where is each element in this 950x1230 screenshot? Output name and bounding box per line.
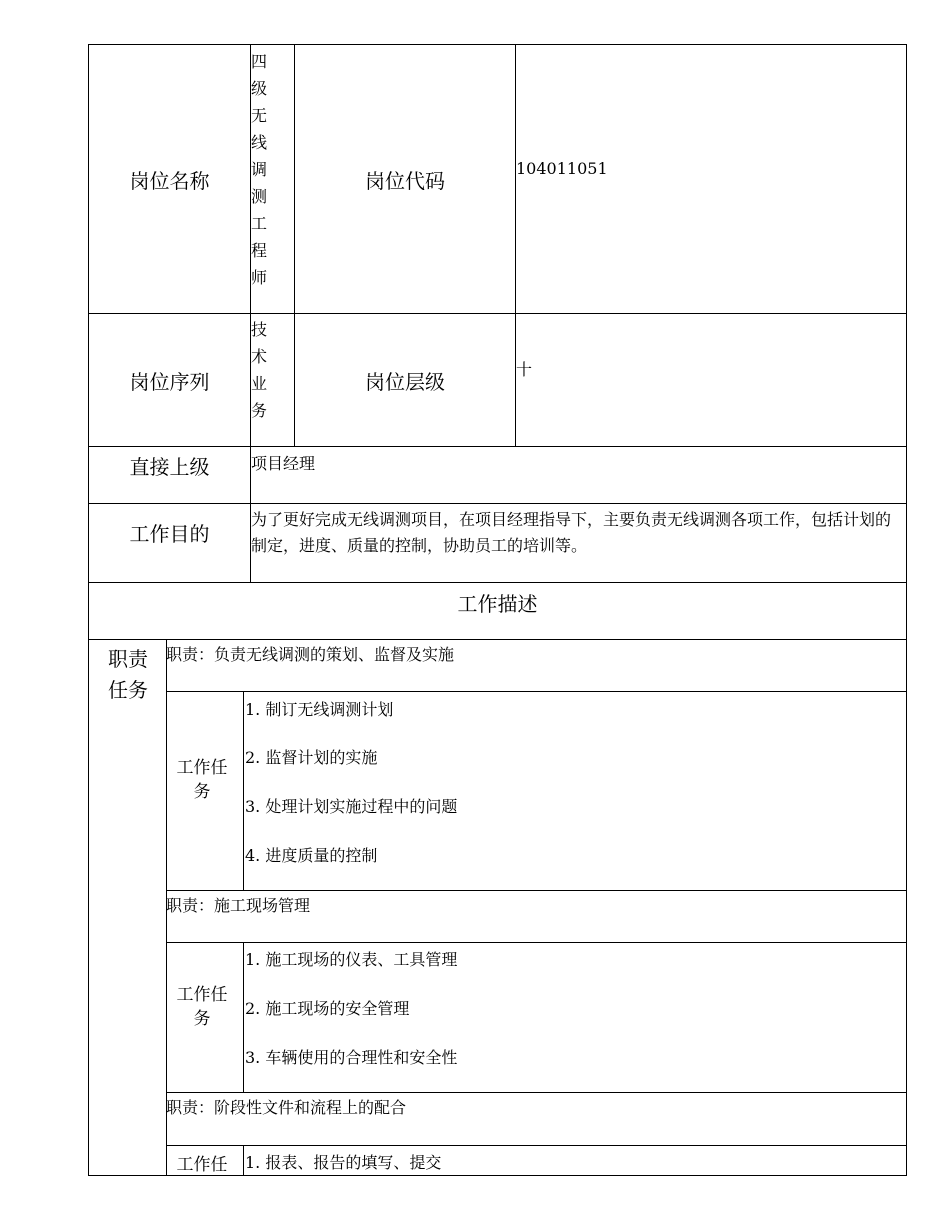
col-divider — [243, 942, 244, 1093]
border-right — [906, 44, 907, 1176]
task-2-2: 2. 施工现场的安全管理 — [245, 999, 410, 1018]
section-label: 职责任务 — [108, 647, 148, 702]
row-divider — [166, 1092, 907, 1093]
task-label-3: 工作任 — [176, 1155, 228, 1175]
duty-2: 职责：施工现场管理 — [166, 896, 311, 915]
col-divider — [243, 1145, 244, 1176]
post-level-label: 岗位层级 — [365, 369, 445, 394]
task-1-1: 1. 制订无线调测计划 — [245, 700, 394, 719]
border-bottom — [88, 1175, 907, 1176]
duty-3: 职责：阶段性文件和流程上的配合 — [166, 1098, 407, 1117]
task-3-1: 1. 报表、报告的填写、提交 — [245, 1153, 442, 1172]
purpose-value: 为了更好完成无线调测项目，在项目经理指导下，主要负责无线调测各项工作，包括计划的制定，进度、质量的控制，协助员工的培训等。 — [251, 510, 892, 555]
description-title: 工作描述 — [457, 591, 538, 616]
task-1-4: 4. 进度质量的控制 — [245, 846, 378, 865]
row-divider — [166, 1145, 907, 1146]
row-divider — [166, 691, 907, 692]
task-2-3: 3. 车辆使用的合理性和安全性 — [245, 1048, 458, 1067]
task-2-1: 1. 施工现场的仪表、工具管理 — [245, 950, 458, 969]
task-label-2: 工作任务 — [176, 985, 228, 1029]
post-name-value: 四级无线调测工程师 — [251, 52, 268, 287]
duty-1: 职责：负责无线调测的策划、监督及实施 — [166, 645, 455, 664]
row-divider — [166, 890, 907, 891]
task-label-1: 工作任务 — [176, 758, 228, 802]
col-divider — [515, 44, 516, 447]
supervisor-label: 直接上级 — [129, 454, 210, 479]
purpose-label: 工作目的 — [129, 521, 210, 546]
post-name-label: 岗位名称 — [129, 168, 210, 193]
post-code-label: 岗位代码 — [365, 168, 445, 193]
post-series-label: 岗位序列 — [129, 369, 210, 394]
supervisor-value: 项目经理 — [251, 454, 316, 473]
post-level-value: 十 — [516, 360, 533, 379]
task-1-3: 3. 处理计划实施过程中的问题 — [245, 797, 458, 816]
row-divider — [88, 639, 907, 640]
col-divider — [243, 691, 244, 891]
post-code-value: 104011051 — [516, 159, 608, 178]
post-series-value: 技术业务 — [251, 320, 268, 420]
task-1-2: 2. 监督计划的实施 — [245, 748, 378, 767]
row-divider — [166, 942, 907, 943]
